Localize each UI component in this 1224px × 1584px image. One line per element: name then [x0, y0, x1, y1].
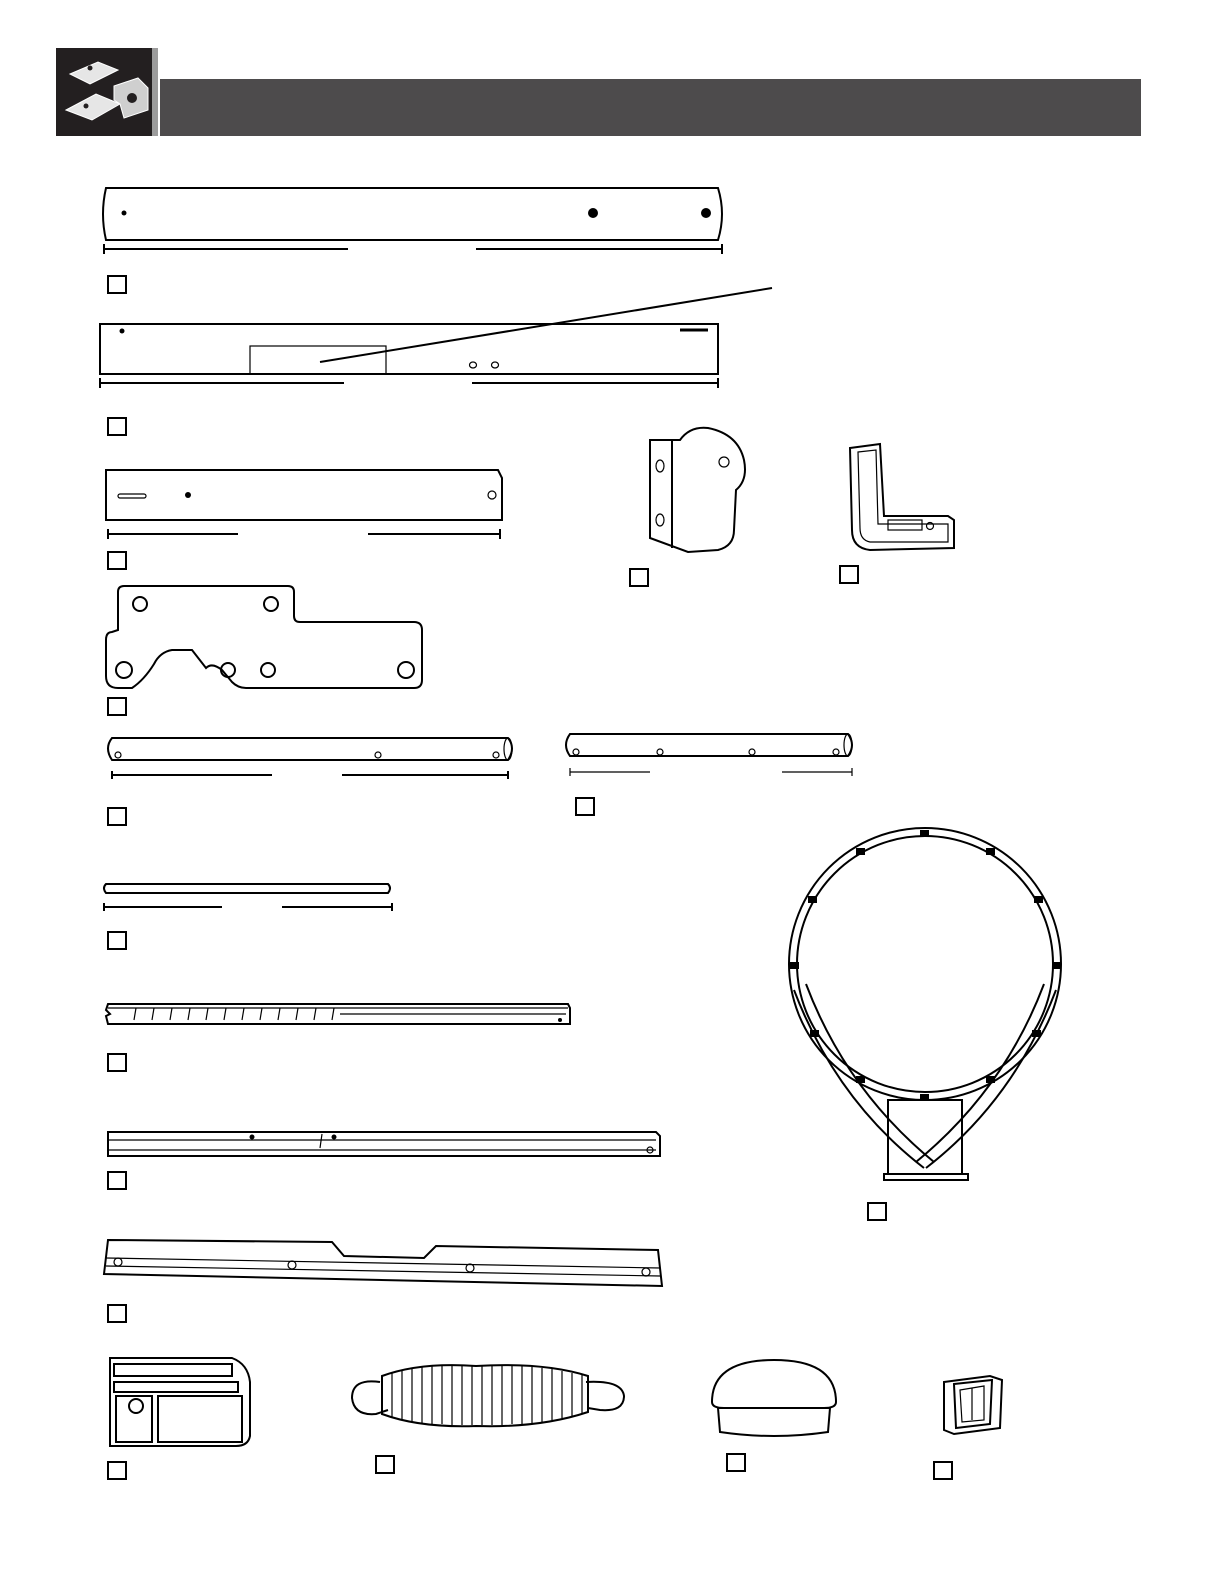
notch-marks	[134, 1008, 334, 1020]
checkbox-square-tube[interactable]	[108, 1172, 126, 1189]
checkbox-rod[interactable]	[108, 932, 126, 949]
pole-bottom-drawing	[100, 324, 718, 388]
checkbox-mount-bracket[interactable]	[630, 569, 648, 586]
pole-top-drawing	[103, 188, 722, 254]
plate-bracket-drawing	[106, 586, 422, 688]
checkbox-end-cap[interactable]	[727, 1454, 745, 1471]
short-channel-drawing	[106, 470, 502, 539]
rod-drawing	[104, 884, 392, 911]
checkbox-long-channel[interactable]	[108, 1305, 126, 1322]
spring-drawing	[352, 1365, 624, 1426]
checkbox-notched-channel[interactable]	[108, 1054, 126, 1071]
checkbox-corner-bracket[interactable]	[840, 566, 858, 583]
handle-clamp-drawing	[110, 1358, 250, 1446]
checkbox-tube-long[interactable]	[108, 808, 126, 825]
notched-channel-drawing	[106, 1004, 570, 1024]
tube-long-drawing	[108, 738, 512, 779]
square-tube-drawing	[108, 1132, 660, 1156]
checkbox-spring[interactable]	[376, 1456, 394, 1473]
checkbox-handle-clamp[interactable]	[108, 1462, 126, 1479]
end-cap-drawing	[712, 1360, 836, 1436]
long-channel-drawing	[104, 1240, 662, 1286]
square-insert-drawing	[944, 1376, 1002, 1434]
checkbox-pole-top[interactable]	[108, 276, 126, 293]
checkbox-square-insert[interactable]	[934, 1462, 952, 1479]
corner-bracket-drawing	[850, 444, 954, 550]
checkbox-tube-short[interactable]	[576, 798, 594, 815]
spring-coils	[392, 1366, 582, 1425]
tube-short-drawing	[566, 734, 852, 776]
checkbox-short-channel[interactable]	[108, 552, 126, 569]
checkbox-plate-bracket[interactable]	[108, 698, 126, 715]
checkbox-rim-assembly[interactable]	[868, 1203, 886, 1220]
mount-bracket-drawing	[650, 428, 745, 552]
rim-assembly-drawing	[789, 828, 1061, 1180]
checkbox-pole-bottom[interactable]	[108, 418, 126, 435]
